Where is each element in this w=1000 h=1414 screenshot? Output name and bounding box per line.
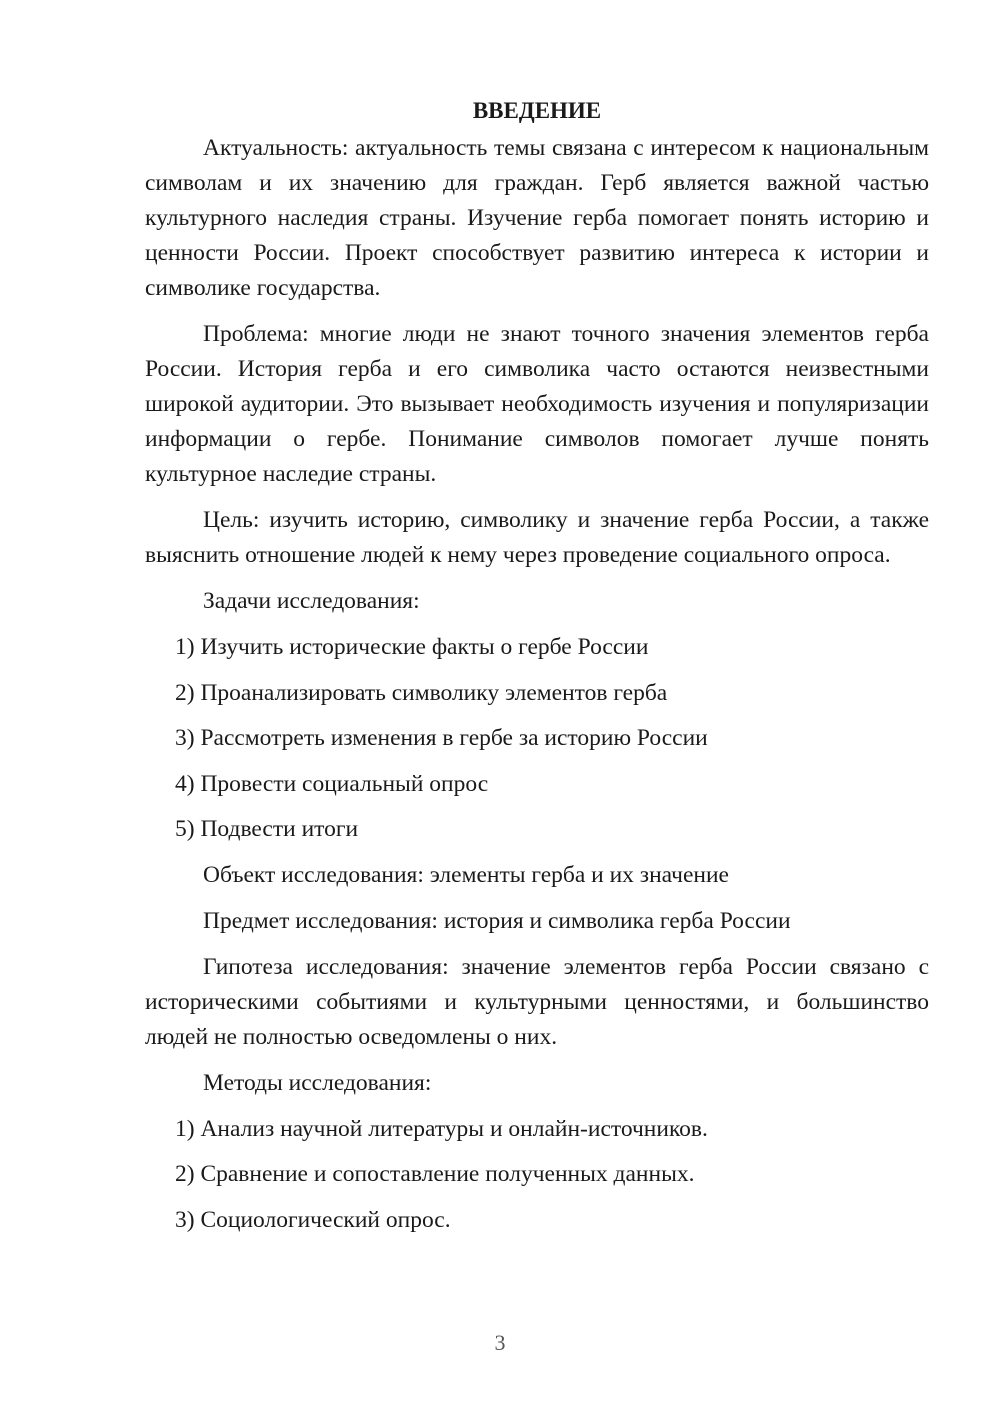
research-object: Объект исследования: элементы герба и их значение xyxy=(203,861,729,888)
problem-paragraph: Проблема: многие люди не знают точного значения элементов герба России. История герба и его символика часто остаются неизвестными широкой аудитории. Это вызывает необходимость изучения и популяризации информации о гербе. Понимание символов помогает лучше понять культурное наследие страны. xyxy=(145,321,929,487)
tasks-list xyxy=(145,630,929,847)
methods-list xyxy=(145,1112,929,1238)
section-title: ВВЕДЕНИЕ xyxy=(472,98,602,123)
relevance-paragraph: Актуальность: актуальность темы связана с интересом к национальным символам и их значению для граждан. Герб является важной частью культурного наследия страны. Изучение герба помогает понять историю и ценности России. Проект способствует развитию интереса к истории и символике государства. xyxy=(145,135,929,301)
hypothesis-paragraph: Гипотеза исследования: значение элементов герба России связано с историческими событиями и культурными ценностями, и большинство людей не полностью осведомлены о них. xyxy=(145,953,929,1050)
document-page xyxy=(145,95,929,1248)
method-item: 1) Анализ научной литературы и онлайн-источников. xyxy=(175,1115,708,1142)
method-item: 2) Сравнение и сопоставление полученных данных. xyxy=(175,1161,695,1187)
methods-heading: Методы исследования: xyxy=(203,1069,432,1096)
task-item: 3) Рассмотреть изменения в гербе за историю России xyxy=(175,725,708,751)
task-item: 5) Подвести итоги xyxy=(175,816,359,842)
tasks-heading: Задачи исследования: xyxy=(203,588,420,614)
research-subject: Предмет исследования: история и символика герба России xyxy=(203,907,791,934)
task-item: 1) Изучить исторические факты о гербе России xyxy=(175,634,649,660)
task-item: 4) Провести социальный опрос xyxy=(175,770,489,797)
method-item: 3) Социологический опрос. xyxy=(175,1206,451,1233)
task-item: 2) Проанализировать символику элементов герба xyxy=(175,679,668,706)
goal-paragraph: Цель: изучить историю, символику и значение герба России, а также выяснить отношение людей к нему через проведение социального опроса. xyxy=(145,507,929,568)
page-number: 3 xyxy=(494,1330,506,1355)
